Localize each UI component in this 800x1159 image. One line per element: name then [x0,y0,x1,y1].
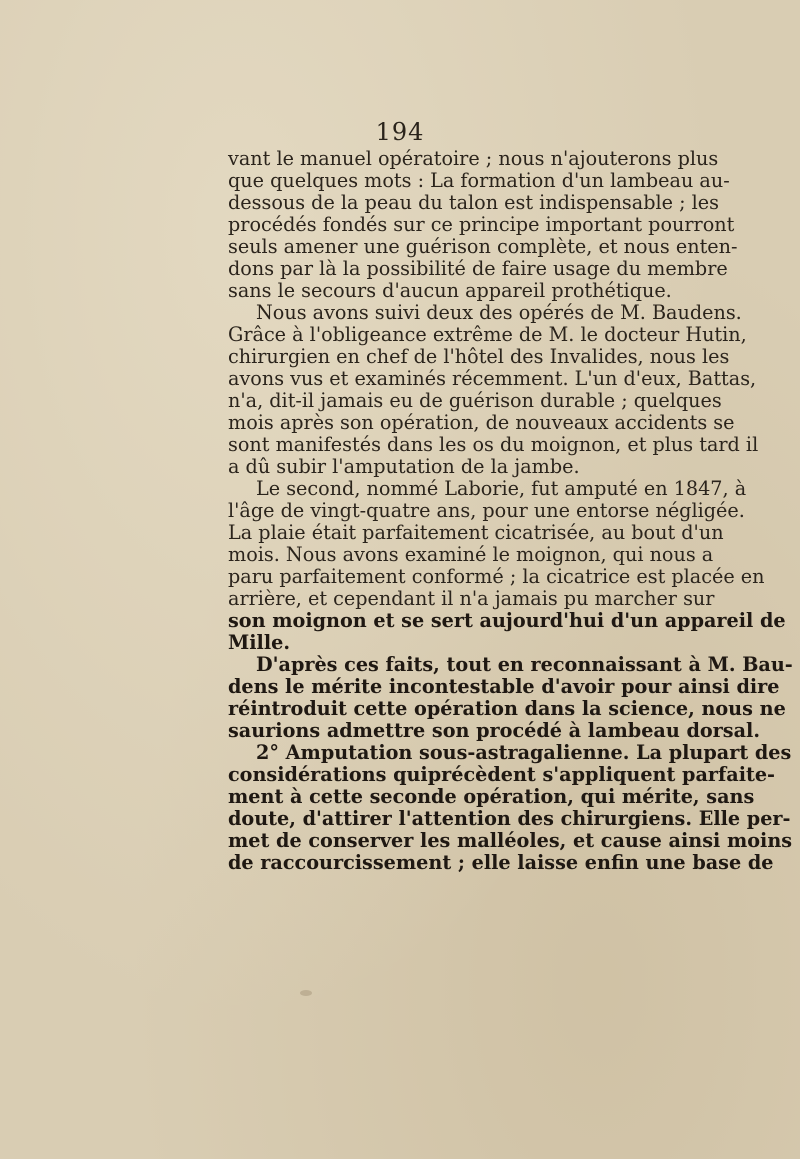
text-line: paru parfaitement conformé ; la cicatrice est placée en [228,565,765,588]
text-line: Grâce à l'obligeance extrême de M. le docteur Hutin, [228,323,747,346]
text-line: ment à cette seconde opération, qui mérite, sans [228,785,755,808]
text-line: doute, d'attirer l'attention des chirurgiens. Elle per- [228,807,791,830]
text-line: chirurgien en chef de l'hôtel des Invalides, nous les [228,345,730,368]
text-line: son moignon et se sert aujourd'hui d'un appareil de [228,609,786,632]
page-number: 194 [375,118,425,146]
text-line: La plaie était parfaitement cicatrisée, au bout d'un [228,521,724,544]
text-line: arrière, et cependant il n'a jamais pu marcher sur [228,587,715,610]
body-text [228,147,793,874]
text-line: procédés fondés sur ce principe important pourront [228,213,735,236]
text-line: n'a, dit-il jamais eu de guérison durable ; quelques [228,389,722,412]
text-line: a dû subir l'amputation de la jambe. [228,455,580,478]
text-line: seuls amener une guérison complète, et nous enten- [228,235,738,258]
text-line: considérations quiprécèdent s'appliquent parfaite- [228,763,776,786]
paper-stain [300,990,312,996]
text-line: sans le secours d'aucun appareil prothétique. [228,279,672,302]
text-line: mois après son opération, de nouveaux accidents se [228,411,735,434]
text-line: sont manifestés dans les os du moignon, et plus tard il [228,433,759,456]
text-line: réintroduit cette opération dans la science, nous ne [228,697,786,720]
text-line: Le second, nommé Laborie, fut amputé en 1847, à [256,477,747,500]
text-line: dons par là la possibilité de faire usage du membre [228,257,728,280]
text-line: de raccourcissement ; elle laisse enfin une base de [228,851,774,874]
text-line: dens le mérite incontestable d'avoir pour ainsi dire [228,675,780,698]
text-line: vant le manuel opératoire ; nous n'ajouterons plus [228,147,719,170]
text-line: saurions admettre son procédé à lambeau dorsal. [228,719,760,742]
text-line: que quelques mots : La formation d'un lambeau au- [228,169,730,192]
text-line: met de conserver les malléoles, et cause ainsi moins [228,829,793,852]
text-line: D'après ces faits, tout en reconnaissant à M. Bau- [256,653,793,676]
text-line: Nous avons suivi deux des opérés de M. Baudens. [256,301,742,324]
text-line: mois. Nous avons examiné le moignon, qui nous a [228,543,714,566]
text-line: Mille. [228,631,290,654]
text-line: l'âge de vingt-quatre ans, pour une entorse négligée. [228,499,745,522]
text-line: dessous de la peau du talon est indispensable ; les [228,191,719,214]
text-line: avons vus et examinés récemment. L'un d'eux, Battas, [228,367,757,390]
text-line: 2° Amputation sous-astragalienne. La plupart des [256,741,792,764]
